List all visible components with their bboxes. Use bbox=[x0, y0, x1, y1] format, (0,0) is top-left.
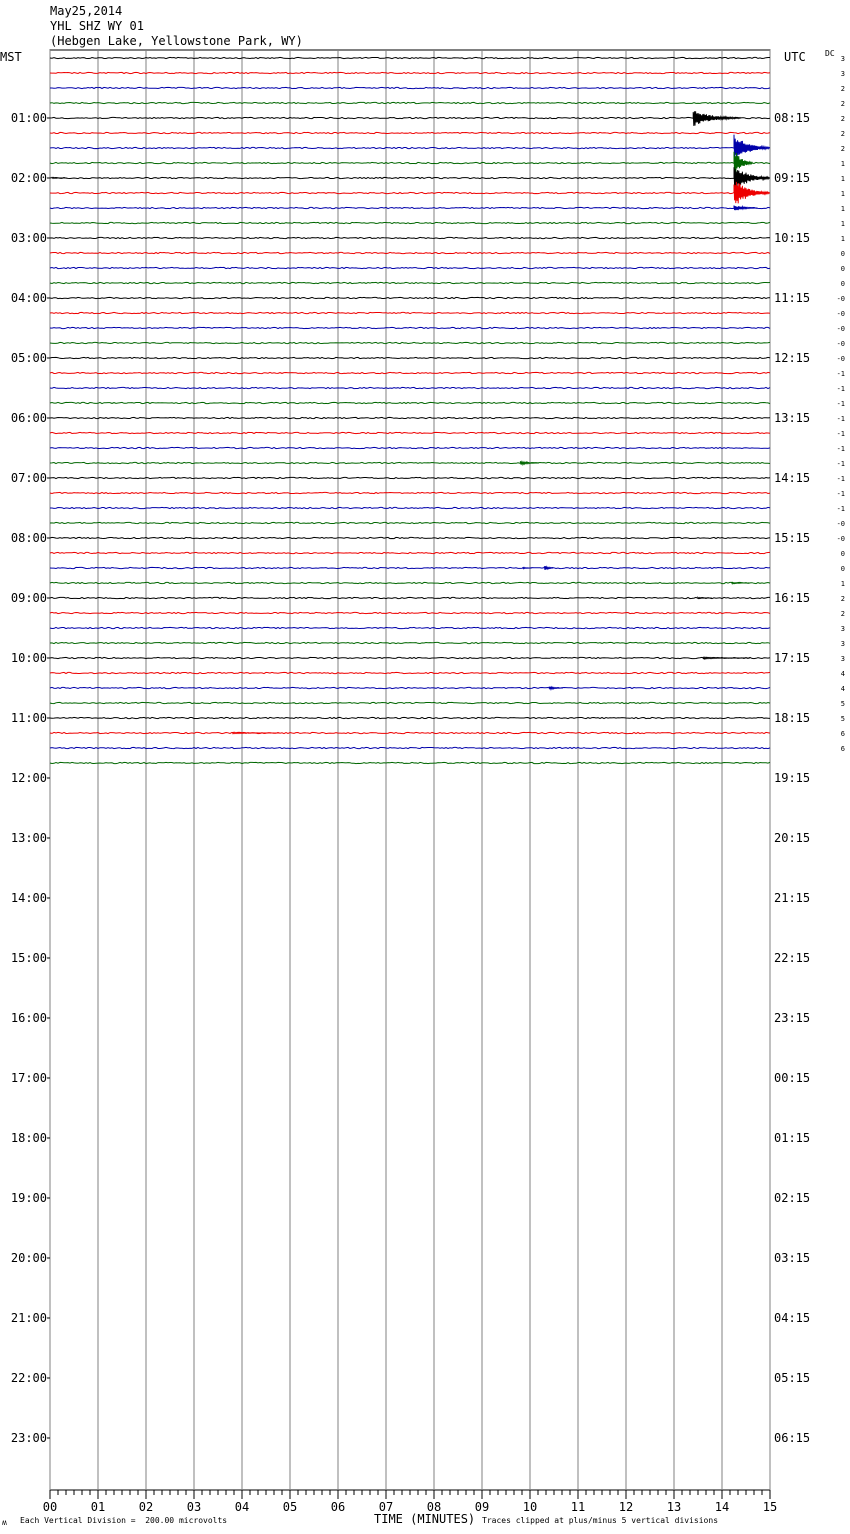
seismic-trace bbox=[50, 132, 770, 133]
utc-hour-label: 10:15 bbox=[774, 231, 811, 245]
utc-hour-label: 22:15 bbox=[774, 951, 811, 965]
mst-hour-label: 01:00 bbox=[10, 111, 47, 125]
dc-offset-label: 1 bbox=[840, 160, 845, 168]
mst-hour-label: 09:00 bbox=[10, 591, 47, 605]
utc-axis-label: UTC bbox=[784, 50, 806, 64]
seismic-trace bbox=[50, 87, 770, 88]
seismic-trace bbox=[50, 642, 770, 643]
seismic-trace bbox=[50, 147, 770, 148]
x-tick-label: 00 bbox=[42, 1500, 58, 1514]
mst-hour-label: 17:00 bbox=[10, 1071, 47, 1085]
corner-mark: ʍ bbox=[2, 1518, 7, 1527]
dc-offset-label: -0 bbox=[836, 340, 845, 348]
station-location: (Hebgen Lake, Yellowstone Park, WY) bbox=[50, 34, 303, 48]
dc-offset-label: 4 bbox=[840, 685, 845, 693]
mst-hour-label: 19:00 bbox=[10, 1191, 47, 1205]
x-tick-label: 11 bbox=[570, 1500, 586, 1514]
utc-hour-label: 04:15 bbox=[774, 1311, 811, 1325]
seismic-trace bbox=[50, 222, 770, 223]
utc-hour-label: 06:15 bbox=[774, 1431, 811, 1445]
dc-offset-label: 1 bbox=[840, 235, 845, 243]
dc-offset-label: 1 bbox=[840, 190, 845, 198]
dc-offset-label: 0 bbox=[840, 565, 845, 573]
utc-hour-label: 12:15 bbox=[774, 351, 811, 365]
utc-hour-label: 18:15 bbox=[774, 711, 811, 725]
seismic-trace bbox=[50, 387, 770, 388]
plot-frame bbox=[50, 50, 770, 1490]
mst-hour-label: 22:00 bbox=[10, 1371, 47, 1385]
dc-offset-label: 3 bbox=[840, 55, 845, 63]
mst-hour-label: 12:00 bbox=[10, 771, 47, 785]
dc-offset-label: 2 bbox=[840, 610, 845, 618]
seismic-trace bbox=[50, 522, 770, 523]
mst-hour-label: 20:00 bbox=[10, 1251, 47, 1265]
mst-hour-label: 07:00 bbox=[10, 471, 47, 485]
seismic-trace bbox=[50, 582, 770, 583]
seismic-trace bbox=[50, 177, 770, 178]
x-tick-label: 03 bbox=[186, 1500, 202, 1514]
seismic-trace bbox=[50, 747, 770, 748]
mst-hour-label: 15:00 bbox=[10, 951, 47, 965]
vertical-division-note: Each Vertical Division = 200.00 microvolts bbox=[20, 1516, 228, 1525]
x-tick-label: 07 bbox=[378, 1500, 394, 1514]
mst-hour-label: 11:00 bbox=[10, 711, 47, 725]
utc-hour-label: 16:15 bbox=[774, 591, 811, 605]
dc-offset-label: 1 bbox=[840, 220, 845, 228]
utc-hour-label: 14:15 bbox=[774, 471, 811, 485]
dc-offset-label: -0 bbox=[836, 520, 845, 528]
utc-hour-label: 03:15 bbox=[774, 1251, 811, 1265]
mst-hour-label: 06:00 bbox=[10, 411, 47, 425]
mst-hour-label: 03:00 bbox=[10, 231, 47, 245]
seismic-trace bbox=[50, 117, 770, 118]
seismic-trace bbox=[50, 612, 770, 613]
x-axis-title: TIME (MINUTES) bbox=[374, 1512, 476, 1526]
seismic-event bbox=[734, 182, 769, 204]
seismic-trace bbox=[50, 237, 770, 238]
seismic-trace bbox=[50, 702, 770, 703]
dc-offset-label: -1 bbox=[836, 430, 845, 438]
dc-offset-label: 5 bbox=[840, 715, 845, 723]
dc-offset-label: 0 bbox=[840, 280, 845, 288]
seismic-trace bbox=[50, 57, 770, 58]
x-tick-label: 09 bbox=[474, 1500, 490, 1514]
utc-hour-label: 15:15 bbox=[774, 531, 811, 545]
seismic-trace bbox=[50, 492, 770, 493]
utc-hour-label: 20:15 bbox=[774, 831, 811, 845]
dc-offset-label: 1 bbox=[840, 205, 845, 213]
dc-offset-label: 0 bbox=[840, 250, 845, 258]
seismic-trace bbox=[50, 192, 770, 193]
x-tick-label: 14 bbox=[714, 1500, 730, 1514]
seismic-event bbox=[544, 566, 553, 570]
dc-offset-label: 0 bbox=[840, 265, 845, 273]
dc-offset-label: -0 bbox=[836, 325, 845, 333]
utc-hour-label: 23:15 bbox=[774, 1011, 811, 1025]
dc-offset-label: 2 bbox=[840, 100, 845, 108]
x-tick-label: 01 bbox=[90, 1500, 106, 1514]
seismic-event bbox=[698, 598, 712, 599]
clipping-note: Traces clipped at plus/minus 5 vertical divisions bbox=[482, 1516, 719, 1525]
utc-hour-label: 13:15 bbox=[774, 411, 811, 425]
mst-hour-label: 23:00 bbox=[10, 1431, 47, 1445]
dc-offset-label: 2 bbox=[840, 85, 845, 93]
utc-hour-label: 19:15 bbox=[774, 771, 811, 785]
mst-hour-label: 18:00 bbox=[10, 1131, 47, 1145]
dc-offset-label: 2 bbox=[840, 115, 845, 123]
x-tick-label: 15 bbox=[762, 1500, 778, 1514]
mst-hour-label: 08:00 bbox=[10, 531, 47, 545]
utc-hour-label: 21:15 bbox=[774, 891, 811, 905]
dc-offset-label: 4 bbox=[840, 670, 845, 678]
dc-offset-label: -1 bbox=[836, 385, 845, 393]
utc-hour-label: 02:15 bbox=[774, 1191, 811, 1205]
dc-offset-label: -1 bbox=[836, 490, 845, 498]
dc-offset-label: 3 bbox=[840, 70, 845, 78]
seismic-trace bbox=[50, 402, 770, 403]
utc-hour-label: 00:15 bbox=[774, 1071, 811, 1085]
utc-hour-label: 01:15 bbox=[774, 1131, 811, 1145]
dc-column-label: DC bbox=[825, 49, 835, 58]
seismic-trace bbox=[50, 252, 770, 253]
dc-offset-label: 0 bbox=[840, 550, 845, 558]
dc-offset-label: -1 bbox=[836, 400, 845, 408]
seismic-trace bbox=[50, 282, 770, 283]
mst-hour-label: 13:00 bbox=[10, 831, 47, 845]
dc-offset-label: 3 bbox=[840, 655, 845, 663]
mst-hour-label: 04:00 bbox=[10, 291, 47, 305]
utc-hour-label: 09:15 bbox=[774, 171, 811, 185]
dc-offset-label: 5 bbox=[840, 700, 845, 708]
seismic-trace bbox=[50, 657, 770, 658]
dc-offset-label: -0 bbox=[836, 355, 845, 363]
dc-offset-label: -1 bbox=[836, 475, 845, 483]
utc-hour-label: 08:15 bbox=[774, 111, 811, 125]
dc-offset-label: 2 bbox=[840, 145, 845, 153]
plot-date: May25,2014 bbox=[50, 4, 123, 18]
seismic-trace bbox=[50, 312, 770, 313]
seismic-trace bbox=[50, 357, 770, 358]
mst-axis-label: MST bbox=[0, 50, 22, 64]
seismic-trace bbox=[50, 72, 770, 73]
seismic-trace bbox=[50, 672, 770, 673]
dc-offset-label: 1 bbox=[840, 175, 845, 183]
mst-hour-label: 14:00 bbox=[10, 891, 47, 905]
x-tick-label: 12 bbox=[618, 1500, 634, 1514]
x-tick-label: 02 bbox=[138, 1500, 154, 1514]
x-tick-label: 13 bbox=[666, 1500, 682, 1514]
dc-offset-label: 6 bbox=[840, 745, 845, 753]
dc-offset-label: -1 bbox=[836, 460, 845, 468]
dc-offset-label: -1 bbox=[836, 415, 845, 423]
seismic-trace bbox=[50, 717, 770, 718]
seismic-event bbox=[52, 178, 66, 179]
mst-hour-label: 10:00 bbox=[10, 651, 47, 665]
dc-offset-label: 2 bbox=[840, 130, 845, 138]
seismic-trace bbox=[50, 162, 770, 163]
seismic-event bbox=[232, 732, 279, 733]
dc-offset-label: 3 bbox=[840, 640, 845, 648]
seismic-trace bbox=[50, 687, 770, 688]
x-tick-label: 08 bbox=[426, 1500, 442, 1514]
seismic-trace bbox=[50, 432, 770, 433]
mst-hour-label: 16:00 bbox=[10, 1011, 47, 1025]
seismic-trace bbox=[50, 102, 770, 103]
dc-offset-label: -1 bbox=[836, 505, 845, 513]
seismic-trace bbox=[50, 537, 770, 538]
dc-offset-label: -0 bbox=[836, 310, 845, 318]
seismic-trace bbox=[50, 372, 770, 373]
mst-hour-label: 02:00 bbox=[10, 171, 47, 185]
seismic-trace bbox=[50, 477, 770, 478]
x-tick-label: 06 bbox=[330, 1500, 346, 1514]
seismic-trace bbox=[50, 762, 770, 763]
dc-offset-label: 2 bbox=[840, 595, 845, 603]
x-tick-label: 10 bbox=[522, 1500, 538, 1514]
seismic-trace bbox=[50, 267, 770, 268]
x-tick-label: 05 bbox=[282, 1500, 298, 1514]
seismic-event bbox=[693, 111, 740, 126]
utc-hour-label: 17:15 bbox=[774, 651, 811, 665]
seismic-event bbox=[734, 206, 757, 211]
utc-hour-label: 11:15 bbox=[774, 291, 811, 305]
dc-offset-label: -0 bbox=[836, 295, 845, 303]
seismic-trace bbox=[50, 507, 770, 508]
mst-hour-label: 21:00 bbox=[10, 1311, 47, 1325]
dc-offset-label: 1 bbox=[840, 580, 845, 588]
seismic-trace bbox=[50, 597, 770, 598]
seismic-trace bbox=[50, 567, 770, 568]
seismic-trace bbox=[50, 447, 770, 448]
dc-offset-label: -1 bbox=[836, 370, 845, 378]
mst-hour-label: 05:00 bbox=[10, 351, 47, 365]
seismic-trace bbox=[50, 627, 770, 628]
seismic-trace bbox=[50, 552, 770, 553]
seismic-trace bbox=[50, 207, 770, 208]
station-code: YHL SHZ WY 01 bbox=[50, 19, 144, 33]
seismic-trace bbox=[50, 462, 770, 463]
seismic-trace bbox=[50, 297, 770, 298]
x-tick-label: 04 bbox=[234, 1500, 250, 1514]
dc-offset-label: 3 bbox=[840, 625, 845, 633]
seismic-trace bbox=[50, 417, 770, 418]
seismic-trace bbox=[50, 327, 770, 328]
utc-hour-label: 05:15 bbox=[774, 1371, 811, 1385]
seismic-trace bbox=[50, 342, 770, 343]
seismic-trace bbox=[50, 732, 770, 733]
dc-offset-label: -1 bbox=[836, 445, 845, 453]
dc-offset-label: 6 bbox=[840, 730, 845, 738]
dc-offset-label: -0 bbox=[836, 535, 845, 543]
